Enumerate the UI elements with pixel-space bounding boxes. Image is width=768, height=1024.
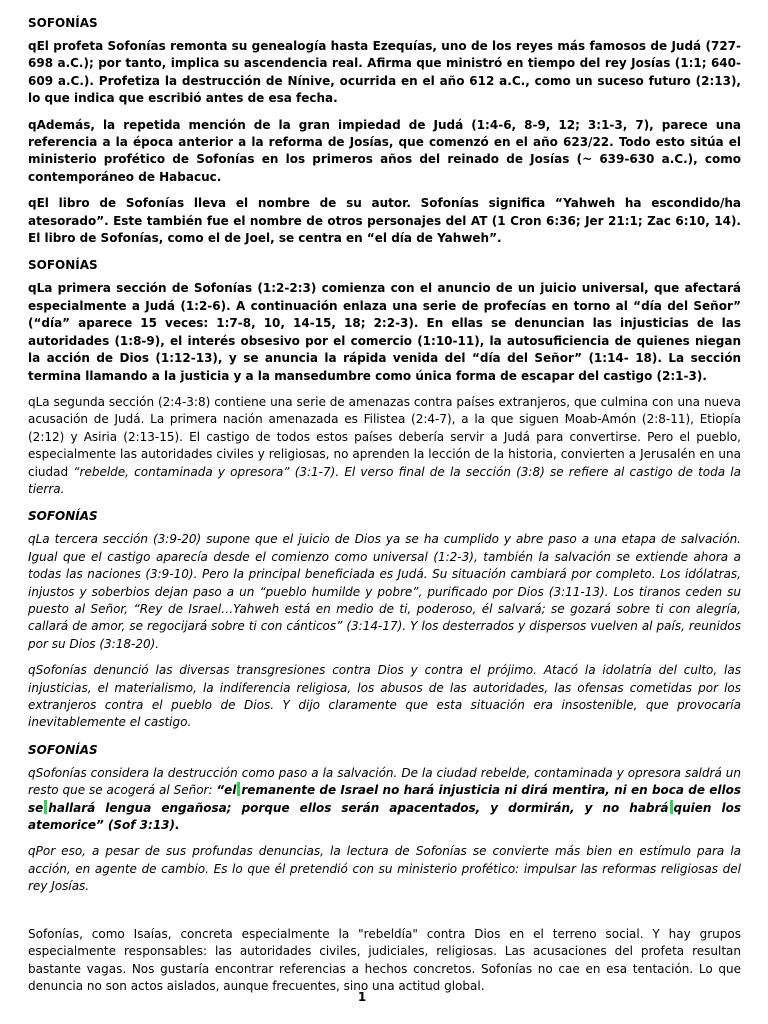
- bullet-marker: q: [28, 844, 36, 859]
- bullet-marker: q: [28, 196, 37, 211]
- text-cursor-mark: [670, 800, 673, 814]
- paragraph-4: [28, 280, 741, 384]
- paragraph-5: [28, 394, 741, 498]
- bullet-marker: q: [28, 117, 37, 132]
- paragraph-7-text: Sofonías denunció las diversas transgresiones contra Dios y contra el prójimo. Atacó la idolatría del culto, las injusticias, el materialismo, la indiferencia religiosa, los abusos de las autoridades, las ofensas cometidas por los extranjeros contra el pueblo de Dios. Y dijo claramente que esta situación era insostenible, que provocaría inevitablemente el castigo.: [28, 663, 741, 730]
- paragraph-1-text: El profeta Sofonías remonta su genealogía hasta Ezequías, uno de los reyes más famosos de Judá (727-698 a.C.); por tanto, implica su ascendencia real. Afirma que ministró en tiempo del rey Josías (1:1; 640-609 a.C.). Profetiza la destrucción de Nínive, ocurrida en el año 612 a.C., como un suceso futuro (2:13), lo que indica que escribió antes de esa fecha.: [28, 39, 741, 106]
- paragraph-6: [28, 531, 741, 653]
- text-cursor-mark: [44, 800, 47, 814]
- paragraph-1: [28, 38, 741, 108]
- paragraph-9-text: Por eso, a pesar de sus profundas denuncias, la lectura de Sofonías se convierte más bien en estímulo para la acción, en agente de cambio. Es lo que él pretendió con su ministerio profético: impulsar las reformas religiosas del rey Josías.: [28, 844, 741, 894]
- section-heading-4: SOFONÍAS: [28, 742, 98, 757]
- section-heading-2: SOFONÍAS: [28, 258, 98, 273]
- text-cursor-mark: [237, 782, 240, 796]
- paragraph-4-text: La primera sección de Sofonías (1:2-2:3) comienza con el anuncio de un juicio universal, que afectará especialmente a Judá (1:2-6). A continuación enlaza una serie de profecías en torno al “día del Señor” (“día” aparece 15 veces: 1:7-8, 10, 14-15, 18; 2:2-3). En ellas se denuncian las injusticias de las autoridades (1:8-9), el interés obsesivo por el comercio (1:10-11), la autosuficiencia de quienes niegan la acción de Dios (1:12-13), y se anuncia la rápida venida del “día del Señor” (1:14- 18). La sección termina llamando a la justicia y a la mansedumbre como única forma de escapar del castigo (2:1-3).: [28, 281, 741, 383]
- section-heading-3: SOFONÍAS: [28, 509, 98, 524]
- paragraph-9: [28, 843, 741, 895]
- page-number: 1: [357, 990, 367, 1004]
- quote-part-1: “el: [216, 783, 237, 798]
- paragraph-5-text: La segunda sección (2:4-3:8) contiene una serie de amenazas contra países extranjeros, que culmina con una nueva acusación de Judá. La primera nación amenazada es Filistea (2:4-7), a la que siguen Moab-Amón (2:8-11), Etiopía (2:12) y Asiria (2:13-15). El castigo de todos estos países debería servir a Judá para convertirse. Pero el pueblo, especialmente las autoridades civiles y religiosas, no aprenden la lección de la historia, convierten a Jerusalén en una ciudad: [28, 394, 741, 479]
- paragraph-10: Sofonías, como Isaías, concreta especialmente la "rebeldía" contra Dios en el terreno social. Y hay grupos especialmente responsables: las autoridades civiles, judiciales, religiosas. Las acusaciones del profeta resultan bastante vagas. Nos gustaría encontrar referencias a hechos concretos. Sofonías no cae en esa tentación. Lo que denuncia no son actos aislados, aunque frecuentes, sino una actitud global.: [28, 926, 741, 994]
- bullet-marker: q: [28, 663, 36, 678]
- quote-part-4: quien los atemorice” (Sof 3:13).: [28, 800, 742, 833]
- bullet-marker: q: [28, 765, 36, 780]
- bullet-marker: q: [28, 281, 37, 296]
- paragraph-8: [28, 765, 741, 835]
- paragraph-6-text: La tercera sección (3:9-20) supone que el juicio de Dios ya se ha cumplido y abre paso a una etapa de salvación. Igual que el castigo aparecía desde el comienzo como universal (1:2-3), también la salvación se extiende ahora a todas las naciones (3:9-10). Pero la principal beneficiada es Judá. Su situación cambiará por completo. Los idólatras, injustos y soberbios dejan paso a un “pueblo humilde y pobre”, purificado por Dios (3:11-13). Los tiranos ceden su puesto al Señor, “Rey de Israel…Yahweh está en medio de ti, poderoso, él salvará; se gozará sobre ti con alegría, callará de amor, se regocijará sobre ti con cánticos” (3:14-17). Y los desterrados y dispersos vuelven al país, reunidos por su Dios (3:18-20).: [28, 532, 741, 651]
- paragraph-2: [28, 117, 741, 187]
- section-heading-1: SOFONÍAS: [28, 16, 98, 30]
- document-page: [28, 14, 741, 1005]
- paragraph-3-text: El libro de Sofonías lleva el nombre de su autor. Sofonías significa “Yahweh ha escondido/ha atesorado”. Este también fue el nombre de otros personajes del AT (1 Cron 6:36; Jer 21:1; Zac 6:10, 14). El libro de Sofonías, como el de Joel, se centra en “el día de Yahweh”.: [28, 196, 741, 246]
- bullet-marker: q: [28, 394, 36, 409]
- paragraph-5-italic: “rebelde, contaminada y opresora” (3:1-7). El verso final de la sección (3:8) se refiere al castigo de toda la tierra.: [28, 464, 741, 496]
- bullet-marker: q: [28, 39, 37, 53]
- paragraph-7: [28, 662, 741, 732]
- quote-part-3: hallará lengua engañosa; porque ellos serán apacentados, y dormirán, y no habrá: [48, 800, 669, 815]
- quote-part-2: remanente de Israel no hará injusticia ni dirá mentira, ni en boca de ellos se: [28, 783, 741, 815]
- paragraph-2-text: Además, la repetida mención de la gran impiedad de Judá (1:4-6, 8-9, 12; 3:1-3, 7), parece una referencia a la época anterior a la reforma de Josías, que comenzó en el año 623/22. Todo esto sitúa el ministerio profético de Sofonías en los primeros años del reinado de Josías (~ 639-630 a.C.), como contemporáneo de Habacuc.: [28, 117, 741, 184]
- paragraph-3: [28, 195, 741, 247]
- bullet-marker: q: [28, 532, 36, 547]
- paragraph-8-text: Sofonías considera la destrucción como paso a la salvación. De la ciudad rebelde, contaminada y opresora saldrá un resto que se acogerá al Señor:: [28, 765, 741, 798]
